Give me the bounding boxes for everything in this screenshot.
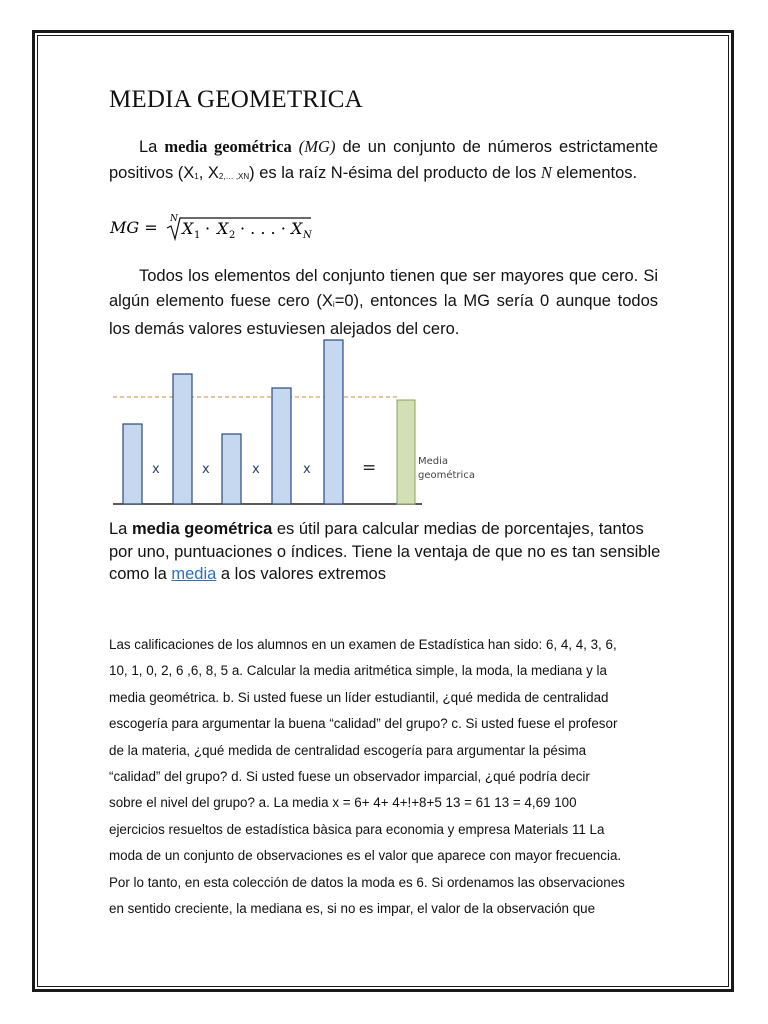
formula-dot: · [205, 219, 211, 238]
p2-sub-i: i [332, 300, 335, 309]
media-link[interactable]: media [171, 565, 217, 583]
times-sign-2: x [202, 462, 210, 477]
exercise-line: media geométrica. b. Si usted fuese un líder estudiantil, ¿qué medida de centralidad [109, 689, 609, 705]
formula-xn: X [291, 219, 303, 238]
diagram-bar [272, 388, 291, 504]
abbr-mg: (MG) [298, 137, 336, 156]
page-title: MEDIA GEOMETRICA [109, 86, 363, 113]
exercise-line: “calidad” del grupo? d. Si usted fuese un observador imparcial, ¿qué podría decir [109, 769, 590, 785]
usage-paragraph [109, 518, 669, 586]
exercise-line: en sentido creciente, la mediana es, si no es impar, el valor de la observación que [109, 901, 596, 917]
formula-x1: X [182, 219, 194, 238]
definition-paragraph [109, 134, 658, 189]
p2-text-b: =0), entonces la MG sería 0 aunque todos los demás valores estuviesen alejados del cero. [109, 292, 658, 338]
exercise-line: ejercicios resueltos de estadística bàsica para economia y empresa Materials 11 La [109, 821, 605, 837]
term-media-geometrica: media geométrica [164, 137, 292, 156]
exercise-line: de la materia, ¿qué medida de centralidad escogería para argumentar la pésima [109, 742, 587, 758]
result-label-line2: geométrica [418, 470, 475, 481]
zero-condition-paragraph [109, 264, 658, 342]
exercise-line: escogería para argumentar la buena “calidad” del grupo? c. Si usted fuese el profesor [109, 716, 618, 732]
exercise-line: moda de un conjunto de observaciones es el valor que aparece con mayor frecuencia. [109, 848, 622, 864]
exercise-paragraph [109, 632, 669, 922]
p3-term-bold: media geométrica [131, 520, 273, 538]
p1-text-a: La [139, 138, 158, 156]
p1-text-g: ) es la raíz N-ésima del producto de los [249, 164, 537, 182]
p2-text-a: Todos los elementos del conjunto tienen que ser mayores que cero. Si algún elemento fuese cero (X [109, 267, 658, 310]
diagram-bar [173, 374, 192, 504]
exercise-line: sobre el nivel del grupo? a. La media x = 6+ 4+ 4+!+8+5 13 = 61 13 = 4,69 100 [109, 795, 577, 811]
formula-x1-sub: 1 [194, 230, 201, 241]
equals-sign: = [362, 458, 377, 478]
p1-text-d: de un conjunto de números estrictamente positivos (X [109, 138, 658, 182]
formula-dots: · . . . · [240, 219, 286, 238]
p1-sub-1: 1 [194, 172, 199, 181]
p3-text-a: La [109, 520, 128, 538]
times-sign-1: x [152, 462, 160, 477]
diagram-bar [222, 434, 241, 504]
p1-sub-2: 2 [218, 172, 224, 181]
p1-text-f: ,… ,X [223, 172, 244, 181]
diagram-bars [123, 340, 415, 504]
formula-root-index: N [170, 214, 178, 224]
formula-x2: X [217, 219, 229, 238]
p1-text-e: , X [198, 164, 219, 182]
formula-lhs: MG = [110, 218, 158, 237]
p3-text-d: a los valores extremos [220, 565, 386, 583]
p1-sub-n: N [243, 172, 250, 181]
p3-text-c: es útil para calcular medias de porcentajes, tantos por uno, puntuaciones o índices. Tiene la ventaja de que no es tan sensible como la [109, 520, 661, 583]
exercise-line: Las calificaciones de los alumnos en un examen de Estadística han sido: 6, 4, 4, 3, 6, [109, 637, 617, 652]
diagram-bar [324, 340, 343, 504]
formula-xn-sub: N [303, 230, 312, 241]
result-label-line1: Media [418, 456, 449, 467]
diagram-bar [123, 424, 142, 504]
exercise-line: Por lo tanto, en esta colección de datos la moda es 6. Si ordenamos las observaciones [109, 874, 625, 890]
p1-text-i: elementos. [556, 164, 638, 182]
diagram-result-bar [397, 400, 415, 504]
exercise-line: 10, 1, 0, 2, 6 ,6, 8, 5 a. Calcular la media aritmética simple, la moda, la mediana y la [109, 663, 607, 679]
geometric-mean-diagram [110, 336, 475, 508]
p1-italic-n: N [540, 163, 552, 182]
times-sign-4: x [303, 462, 311, 477]
times-sign-3: x [252, 462, 260, 477]
formula-x2-sub: 2 [229, 230, 236, 241]
formula-mg [109, 208, 329, 244]
